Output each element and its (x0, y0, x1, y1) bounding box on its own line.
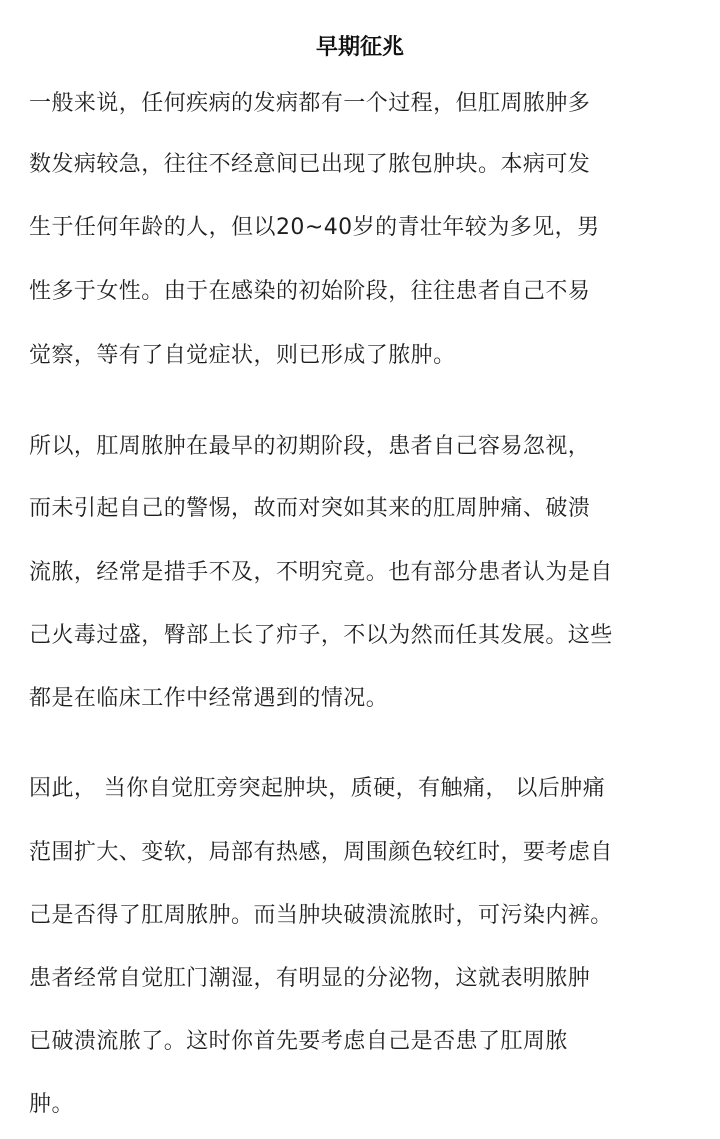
paragraph-2-line-3: 流脓，经常是措手不及，不明究竟。也有部分患者认为是自 (29, 560, 613, 585)
paragraph-3-line-2: 范围扩大、变软，局部有热感，周围颜色较红时，要考虑自 (29, 840, 613, 865)
paragraph-1-line-4: 性多于女性。由于在感染的初始阶段，往往患者自己不易 (29, 279, 591, 304)
paragraph-2-line-2: 而未引起自己的警惕，故而对突如其来的肛周肿痛、破溃 (29, 496, 591, 521)
paragraph-1-line-3: 生于任何年龄的人，但以20~40岁的青壮年较为多见，男 (29, 215, 600, 240)
paragraph-1-line-2: 数发病较急，往往不经意间已出现了脓包肿块。本病可发 (29, 152, 591, 177)
article-title: 早期征兆 (315, 35, 404, 60)
paragraph-1-line-5: 觉察，等有了自觉症状，则已形成了脓肿。 (29, 343, 456, 368)
paragraph-3-line-4: 患者经常自觉肛门潮湿，有明显的分泌物，这就表明脓肿 (29, 966, 591, 991)
paragraph-3-line-3: 己是否得了肛周脓肿。而当肿块破溃流脓时，可污染内裤。 (29, 903, 613, 928)
paragraph-3-line-1: 因此， 当你自觉肛旁突起肿块，质硬，有触痛， 以后肿痛 (29, 776, 606, 801)
paragraph-2-line-5: 都是在临床工作中经常遇到的情况。 (29, 686, 389, 711)
paragraph-3-line-6: 肿。 (29, 1092, 74, 1117)
paragraph-2-line-4: 己火毒过盛，臀部上长了疖子，不以为然而任其发展。这些 (29, 623, 613, 648)
paragraph-2-line-1: 所以，肛周脓肿在最早的初期阶段，患者自己容易忽视， (29, 434, 591, 459)
paragraph-1-line-1: 一般来说，任何疾病的发病都有一个过程，但肛周脓肿多 (29, 91, 591, 116)
paragraph-3-line-5: 已破溃流脓了。这时你首先要考虑自己是否患了肛周脓 (29, 1029, 568, 1054)
